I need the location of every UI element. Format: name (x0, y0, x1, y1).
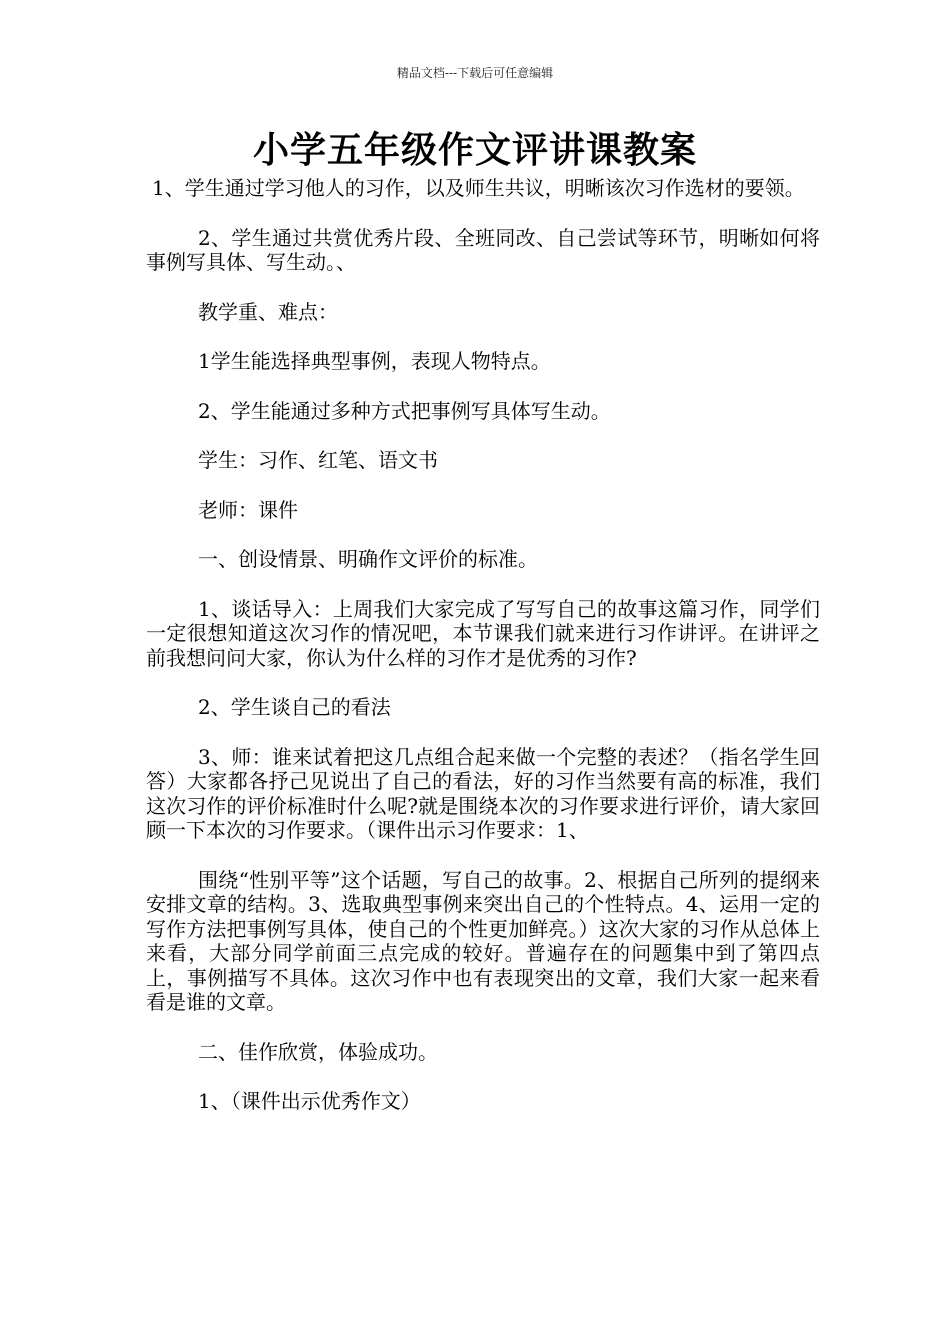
document-body (146, 176, 820, 1139)
paragraph: 1、学生通过学习他人的习作，以及师生共议，明晰该次习作选材的要领。 (152, 176, 805, 200)
paragraph: 二、佳作欣赏，体验成功。 (198, 1039, 438, 1064)
paragraph: 围绕“性别平等”这个话题，写自己的故事。2、根据自己所列的提纲来安排文章的结构。3、选取典型事例来突出自己的个性特点。4、运用一定的写作方法把事例写具体，使自己的个性更加鲜亮。）这次大家的习作从总体上来看，大部分同学前面三点完成的较好。普遍存在的问题集中到了第四点上，事例描写不具体。这次习作中也有表现突出的文章，我们大家一起来看看是谁的文章。 (146, 867, 820, 1014)
paragraph: 2、学生能通过多种方式把事例写具体写生动。 (198, 398, 611, 423)
paragraph: 老师：课件 (198, 497, 298, 522)
page-header: 精品文档---下载后可任意编辑 (396, 66, 554, 80)
paragraph: 教学重、难点： (198, 299, 338, 324)
paragraph: 2、学生谈自己的看法 (198, 695, 391, 719)
paragraph: 一、创设情景、明确作文评价的标准。 (198, 547, 538, 571)
document-title: 小学五年级作文评讲课教案 (252, 129, 697, 171)
paragraph: 2、学生通过共赏优秀片段、全班同改、自己尝试等环节，明晰如何将事例写具体、写生动。、 (146, 225, 820, 274)
paragraph: 学生：习作、红笔、语文书 (198, 448, 438, 472)
paragraph: 1、（课件出示优秀作文） (198, 1089, 421, 1113)
paragraph: 1、谈话导入：上周我们大家完成了写写自己的故事这篇习作，同学们一定很想知道这次习作的情况吧，本节课我们就来进行习作讲评。在讲评之前我想问问大家，你认为什么样的习作才是优秀的习作? (146, 596, 820, 670)
paragraph: 3、师：谁来试着把这几点组合起来做一个完整的表述？（指名学生回答）大家都各抒己见说出了自己的看法，好的习作当然要有高的标准，我们这次习作的评价标准时什么呢?就是围绕本次的习作要求进行评价，请大家回顾一下本次的习作要求。（课件出示习作要求：1、 (146, 744, 820, 842)
paragraph: 1学生能选择典型事例，表现人物特点。 (198, 349, 551, 373)
